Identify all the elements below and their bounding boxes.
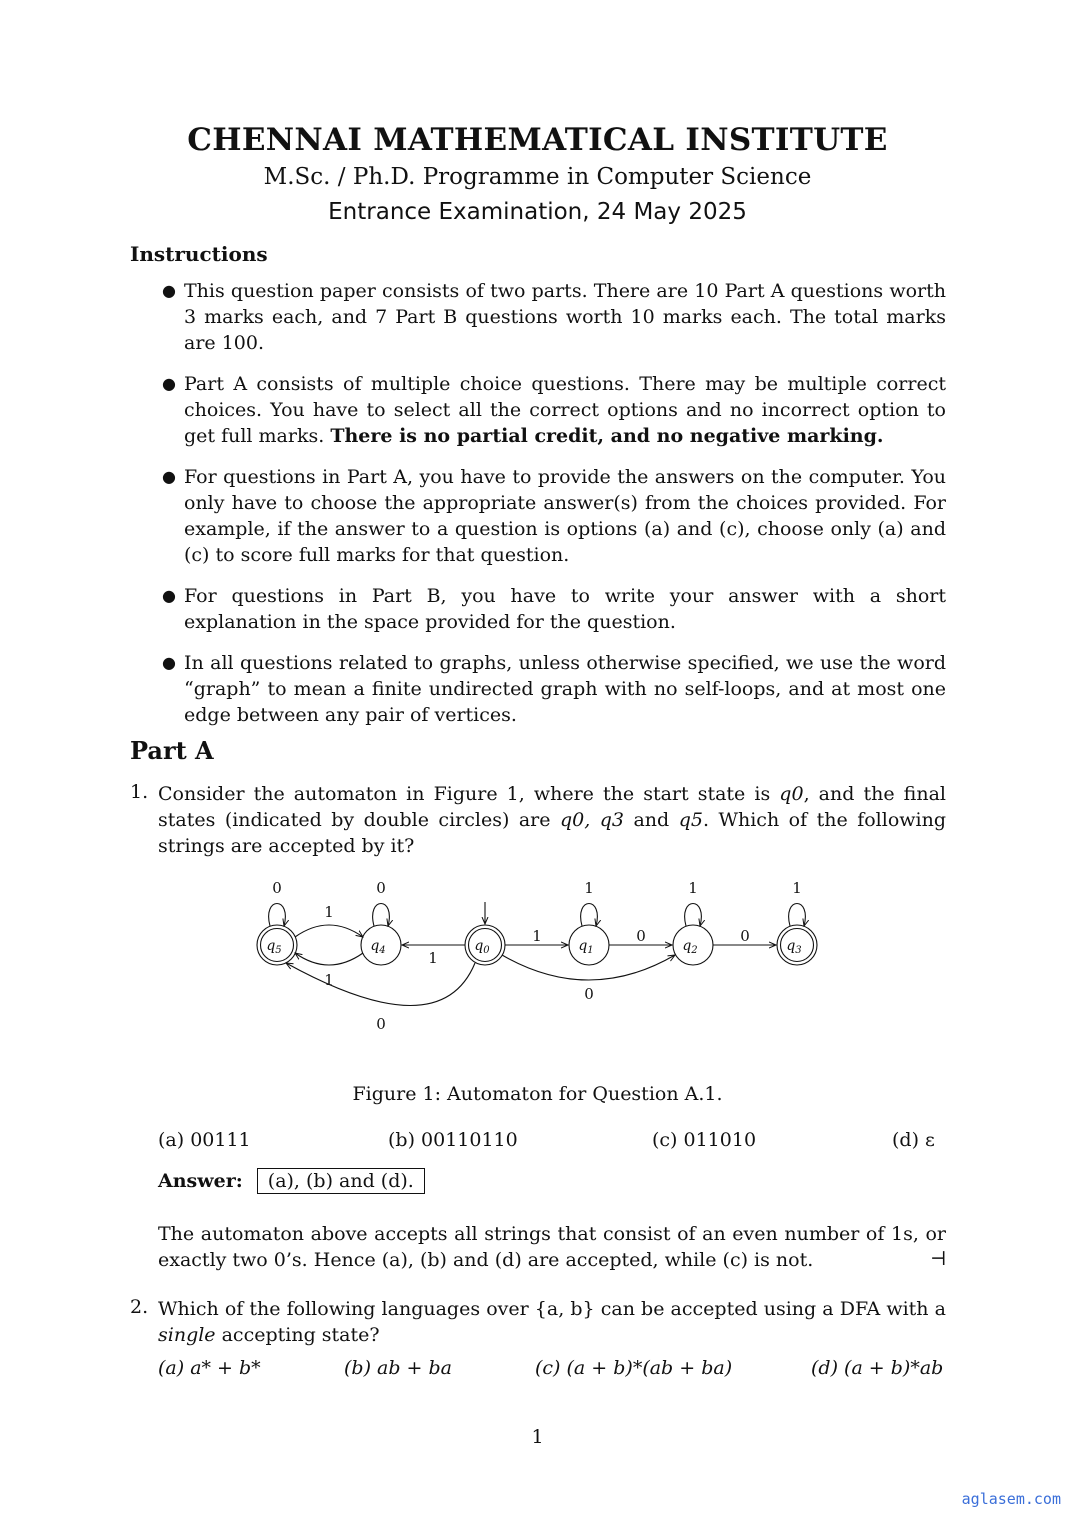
- watermark-link[interactable]: aglasem.com: [961, 1490, 1061, 1508]
- question-number: 1.: [130, 781, 149, 803]
- state-label: $q_2$: [682, 938, 698, 956]
- option-b: (b) ab + ba: [344, 1357, 453, 1379]
- edge-q0-q5: [286, 963, 475, 1006]
- loop-q2: [685, 904, 702, 927]
- question-2-text: Which of the following languages over {a, b} can be accepted using a DFA with a single accepting state?: [158, 1298, 946, 1346]
- exam-date: Entrance Examination, 24 May 2025: [328, 199, 747, 225]
- institute-title: CHENNAI MATHEMATICAL INSTITUTE: [187, 122, 888, 158]
- label-q2-q3: 0: [740, 927, 750, 945]
- bullet-icon: ●: [162, 653, 176, 672]
- question-2-options: [0, 1357, 1075, 1383]
- end-of-solution-mark: ⊣: [930, 1248, 947, 1270]
- state-label: $q_1$: [578, 938, 594, 956]
- label-q1-q2: 0: [636, 927, 646, 945]
- programme-subtitle: M.Sc. / Ph.D. Programme in Computer Science: [263, 164, 812, 190]
- loop-q3: [789, 904, 806, 927]
- label-q0-q2: 0: [584, 985, 594, 1003]
- instruction-item: ● For questions in Part A, you have to provide the answers on the computer. You only have to choose the appropriate answer(s) from the choices provided. For example, if the answer to a question is options (a) and (c), choose only (a) and (c) to score full marks for that question.: [162, 466, 946, 566]
- instruction-item: ● Part A consists of multiple choice questions. There may be multiple correct choices. You have to select all the correct options and no incorrect option to get full marks. There is no partial credit, and no negative marking.: [162, 373, 946, 447]
- label-q0-q5: 0: [376, 1015, 386, 1033]
- bullet-icon: ●: [162, 467, 176, 486]
- instruction-item: ● This question paper consists of two parts. There are 10 Part A questions worth 3 marks each, and 7 Part B questions worth 10 marks each. The total marks are 100.: [162, 280, 946, 354]
- edge-q5-q4: [295, 925, 363, 937]
- edge-q4-q5: [295, 953, 363, 965]
- answer-explanation: The automaton above accepts all strings that consist of an even number of 1s, or exactly two 0’s. Hence (a), (b) and (d) are accepted, while (c) is not.: [158, 1223, 946, 1271]
- edge-q0-q2: [502, 955, 675, 980]
- option-a: (a) 00111: [158, 1129, 251, 1151]
- state-label: $q_3$: [786, 938, 802, 956]
- label-loop-q3: 1: [792, 879, 802, 897]
- label-q5-q4: 1: [324, 903, 334, 921]
- option-d: (d) (a + b)*ab: [811, 1357, 944, 1379]
- label-q0-q4: 1: [428, 949, 438, 967]
- figure-caption: Figure 1: Automaton for Question A.1.: [352, 1083, 723, 1105]
- answer-label: Answer:: [158, 1170, 243, 1192]
- question-1-text: Consider the automaton in Figure 1, where the start state is q0, and the final states (indicated by double circles) are q0, q3 and q5. Which of the following strings are accepted by it?: [158, 783, 947, 857]
- instruction-item: ● For questions in Part B, you have to write your answer with a short explanation in the space provided for the question.: [162, 585, 946, 633]
- page-number: 1: [531, 1426, 544, 1448]
- question-1-options: [0, 1129, 1075, 1155]
- automaton-figure: [240, 870, 840, 1040]
- instructions-heading: Instructions: [130, 242, 268, 266]
- loop-q5: [269, 904, 286, 927]
- label-loop-q2: 1: [688, 879, 698, 897]
- answer-row: [158, 1170, 425, 1192]
- label-loop-q1: 1: [584, 879, 594, 897]
- answer-box: (a), (b) and (d).: [257, 1168, 425, 1194]
- label-loop-q5: 0: [272, 879, 282, 897]
- loop-q1: [581, 904, 598, 927]
- option-c: (c) (a + b)*(ab + ba): [535, 1357, 733, 1379]
- no-partial-credit-note: There is no partial credit, and no negative marking.: [330, 425, 884, 447]
- bullet-icon: ●: [162, 281, 176, 300]
- option-d: (d) ε: [892, 1129, 935, 1151]
- instructions-list: [158, 278, 946, 743]
- option-b: (b) 00110110: [388, 1129, 518, 1151]
- question-number: 2.: [130, 1296, 149, 1318]
- label-q4-q5: 1: [324, 971, 334, 989]
- label-loop-q4: 0: [376, 879, 386, 897]
- bullet-icon: ●: [162, 586, 176, 605]
- state-label: $q_5$: [266, 938, 282, 956]
- part-a-heading: Part A: [130, 736, 214, 765]
- state-label: $q_4$: [370, 938, 386, 956]
- label-q0-q1: 1: [532, 927, 542, 945]
- option-a: (a) a* + b*: [158, 1357, 261, 1379]
- option-c: (c) 011010: [652, 1129, 757, 1151]
- loop-q4: [373, 904, 390, 927]
- instruction-item: ● In all questions related to graphs, unless otherwise specified, we use the word “graph” to mean a finite undirected graph with no self-loops, and at most one edge between any pair of vertices.: [162, 652, 946, 726]
- bullet-icon: ●: [162, 374, 176, 393]
- state-label: $q_0$: [474, 938, 490, 956]
